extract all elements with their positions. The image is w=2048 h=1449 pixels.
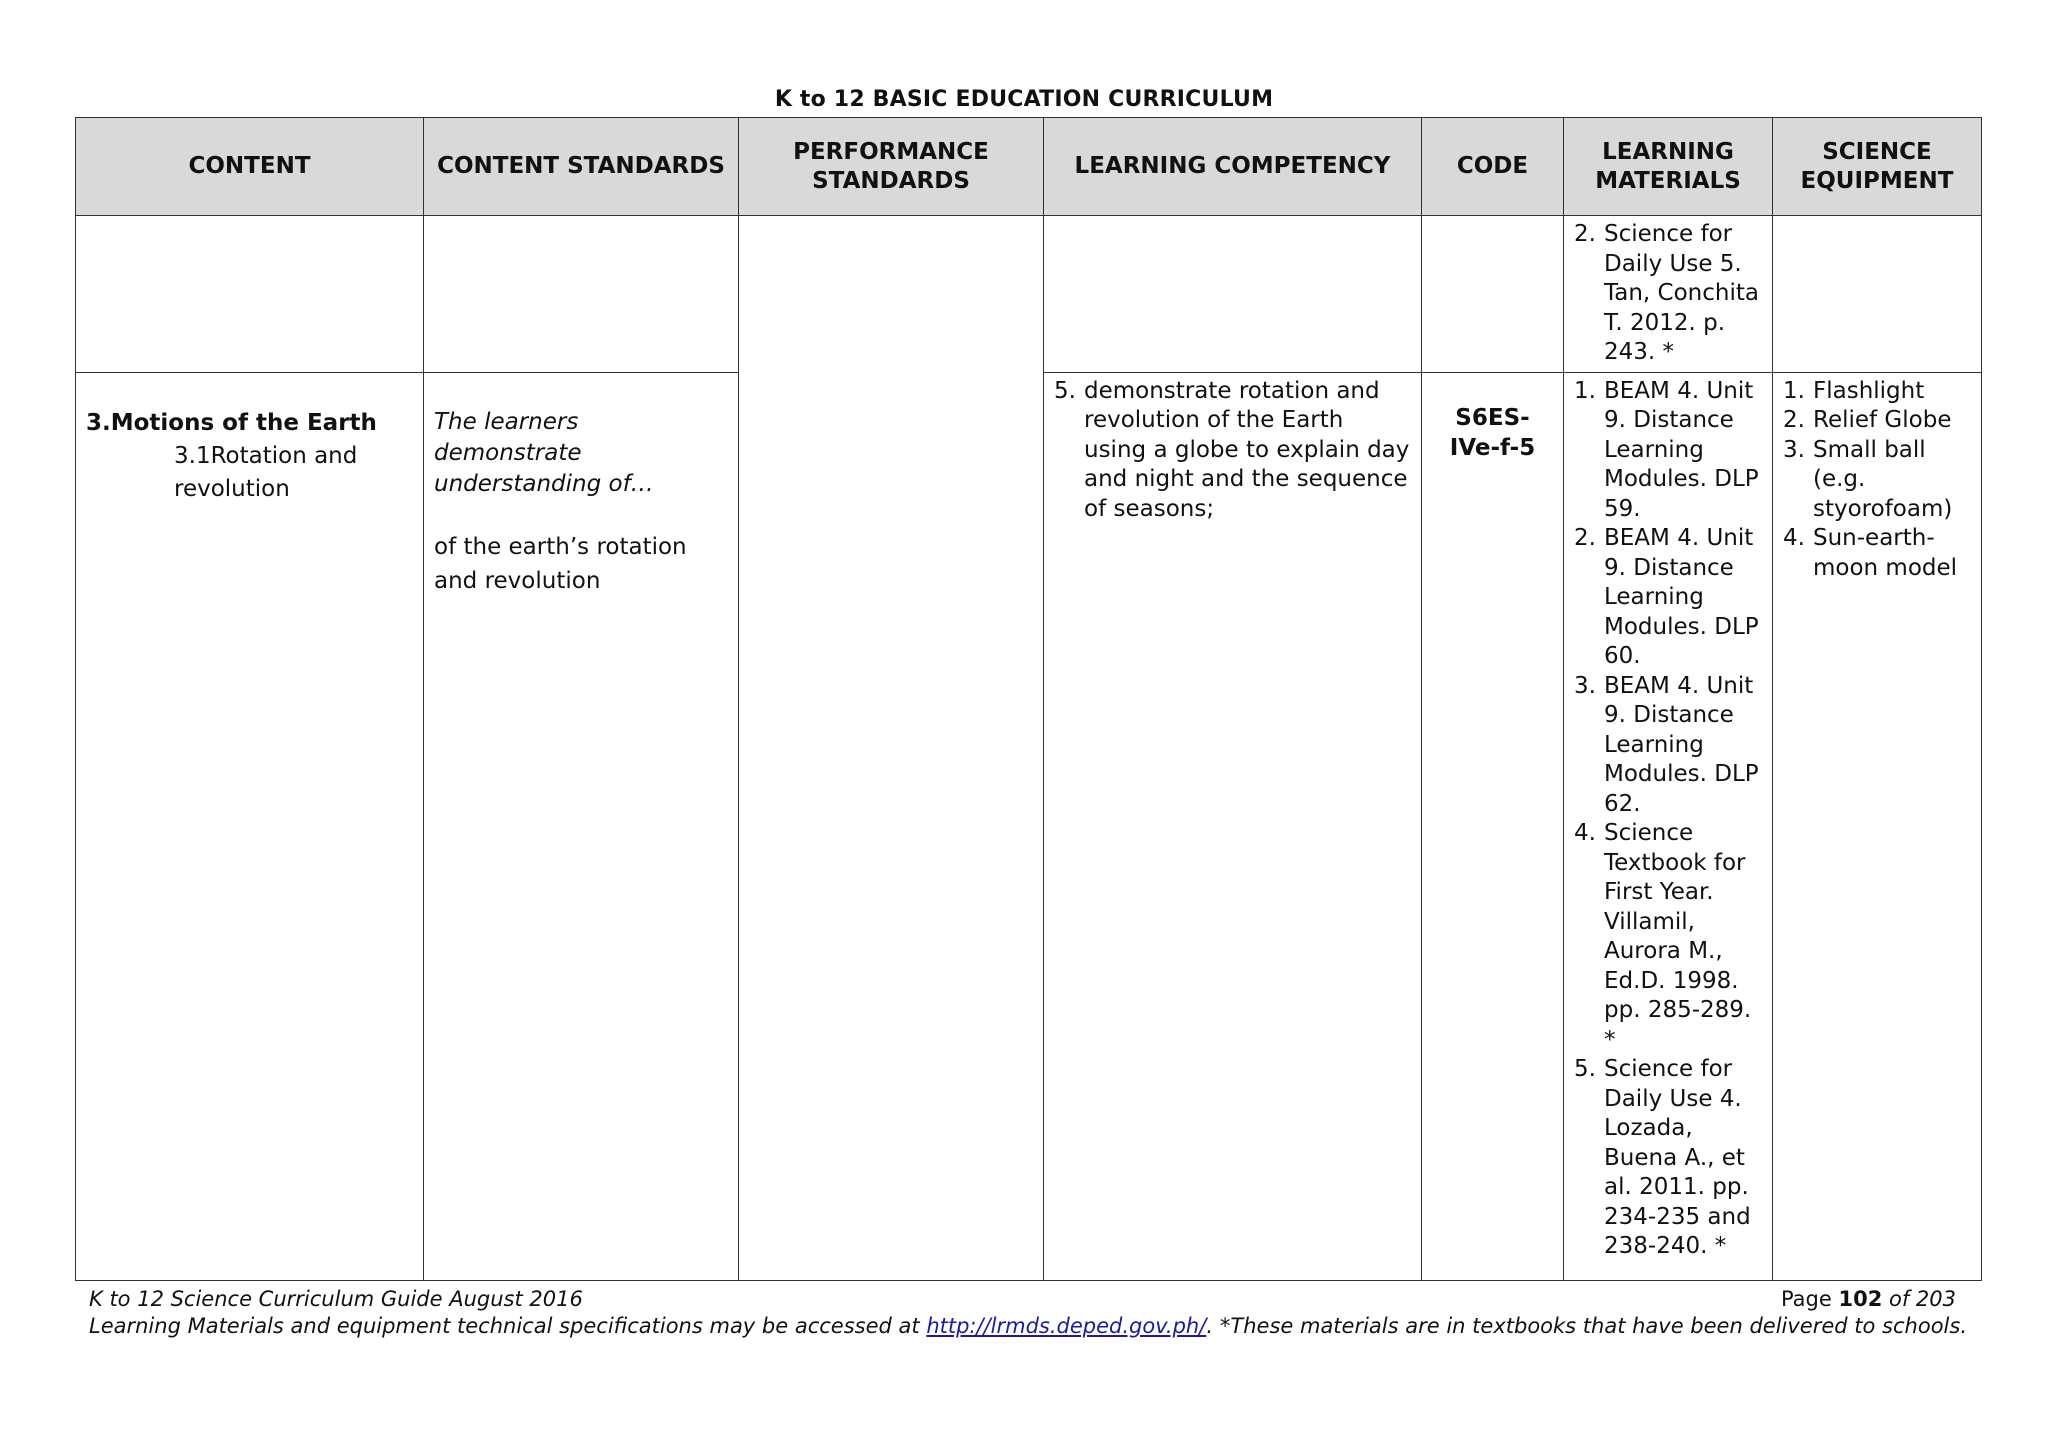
list-item: 3. BEAM 4. Unit 9. Distance Learning Modules. DLP 62. bbox=[1574, 672, 1759, 817]
competency-cell-empty bbox=[1044, 216, 1422, 373]
header-performance-standards: PERFORMANCE STANDARDS bbox=[739, 118, 1044, 216]
standards-intro: The learners demonstrate understanding of… bbox=[434, 408, 654, 497]
footer-textbook-note: *These materials are in textbooks that have been delivered to schools. bbox=[1219, 1314, 1967, 1338]
standards-body: of the earth’s rotation and revolution bbox=[434, 533, 687, 594]
equipment-cell-empty bbox=[1773, 216, 1982, 373]
page-number: Page 102 of 203 bbox=[1780, 1287, 1956, 1311]
list-item: 2. BEAM 4. Unit 9. Distance Learning Modules. DLP 60. bbox=[1574, 525, 1759, 669]
document-title: K to 12 BASIC EDUCATION CURRICULUM bbox=[774, 87, 1274, 112]
list-item: 5. demonstrate rotation and revolution of the Earth using a globe to explain day and night and the sequence of seasons; bbox=[1054, 377, 1410, 522]
materials-list bbox=[1574, 220, 1762, 368]
lrmds-link[interactable]: http://lrmds.deped.gov.ph/ bbox=[926, 1314, 1207, 1338]
list-item: 5. Science for Daily Use 4. Lozada, Buena A., et al. 2011. pp. 234-235 and 238-240. * bbox=[1574, 1056, 1751, 1259]
list-item: 1. BEAM 4. Unit 9. Distance Learning Modules. DLP 59. bbox=[1574, 377, 1759, 522]
list-item: 2. Science for Daily Use 5. Tan, Conchita T. 2012. p. 243. * bbox=[1574, 221, 1759, 365]
list-item: 2. Relief Globe bbox=[1783, 407, 1952, 433]
list-item: 3. Small ball (e.g. styorofoam) bbox=[1783, 436, 1953, 522]
header-row bbox=[76, 118, 1982, 216]
equipment-list bbox=[1783, 377, 1971, 584]
table-row bbox=[76, 216, 1982, 373]
header-learning-competency: LEARNING COMPETENCY bbox=[1044, 118, 1422, 216]
competency-list bbox=[1054, 377, 1411, 525]
content-subtopic: 3.1Rotation and revolution bbox=[174, 443, 358, 502]
footer-guide-title: K to 12 Science Curriculum Guide August 2016 bbox=[89, 1287, 583, 1311]
materials-cell bbox=[1564, 372, 1773, 1281]
list-item: 4. Science Textbook for First Year. Villamil, Aurora M., Ed.D. 1998. pp. 285-289. * bbox=[1574, 820, 1752, 1053]
content-standards-cell bbox=[424, 372, 739, 1281]
equipment-cell bbox=[1773, 372, 1982, 1281]
materials-list bbox=[1574, 377, 1762, 1262]
header-content: CONTENT bbox=[76, 118, 424, 216]
learning-competency-cell bbox=[1044, 372, 1422, 1281]
standards-cell-empty bbox=[424, 216, 739, 373]
code-cell-empty bbox=[1422, 216, 1564, 373]
footer-access-note: Learning Materials and equipment technical specifications may be accessed at http://lrmds.deped.gov.ph/. bbox=[89, 1314, 1213, 1338]
header-content-standards: CONTENT STANDARDS bbox=[424, 118, 739, 216]
header-code: CODE bbox=[1422, 118, 1564, 216]
header-learning-materials: LEARNING MATERIALS bbox=[1564, 118, 1773, 216]
content-cell-empty bbox=[76, 216, 424, 373]
curriculum-table bbox=[75, 117, 1982, 1281]
code-cell bbox=[1422, 372, 1564, 1281]
content-main-topic: 3.Motions of the Earth bbox=[86, 409, 377, 436]
performance-standards-cell bbox=[739, 216, 1044, 1281]
list-item: 1. Flashlight bbox=[1783, 377, 1925, 404]
content-cell bbox=[76, 372, 424, 1281]
list-item: 4. Sun-earth-moon model bbox=[1783, 525, 1958, 581]
header-science-equipment: SCIENCE EQUIPMENT bbox=[1773, 118, 1982, 216]
materials-cell bbox=[1564, 216, 1773, 373]
competency-code: S6ES-IVe-f-5 bbox=[1449, 404, 1536, 461]
